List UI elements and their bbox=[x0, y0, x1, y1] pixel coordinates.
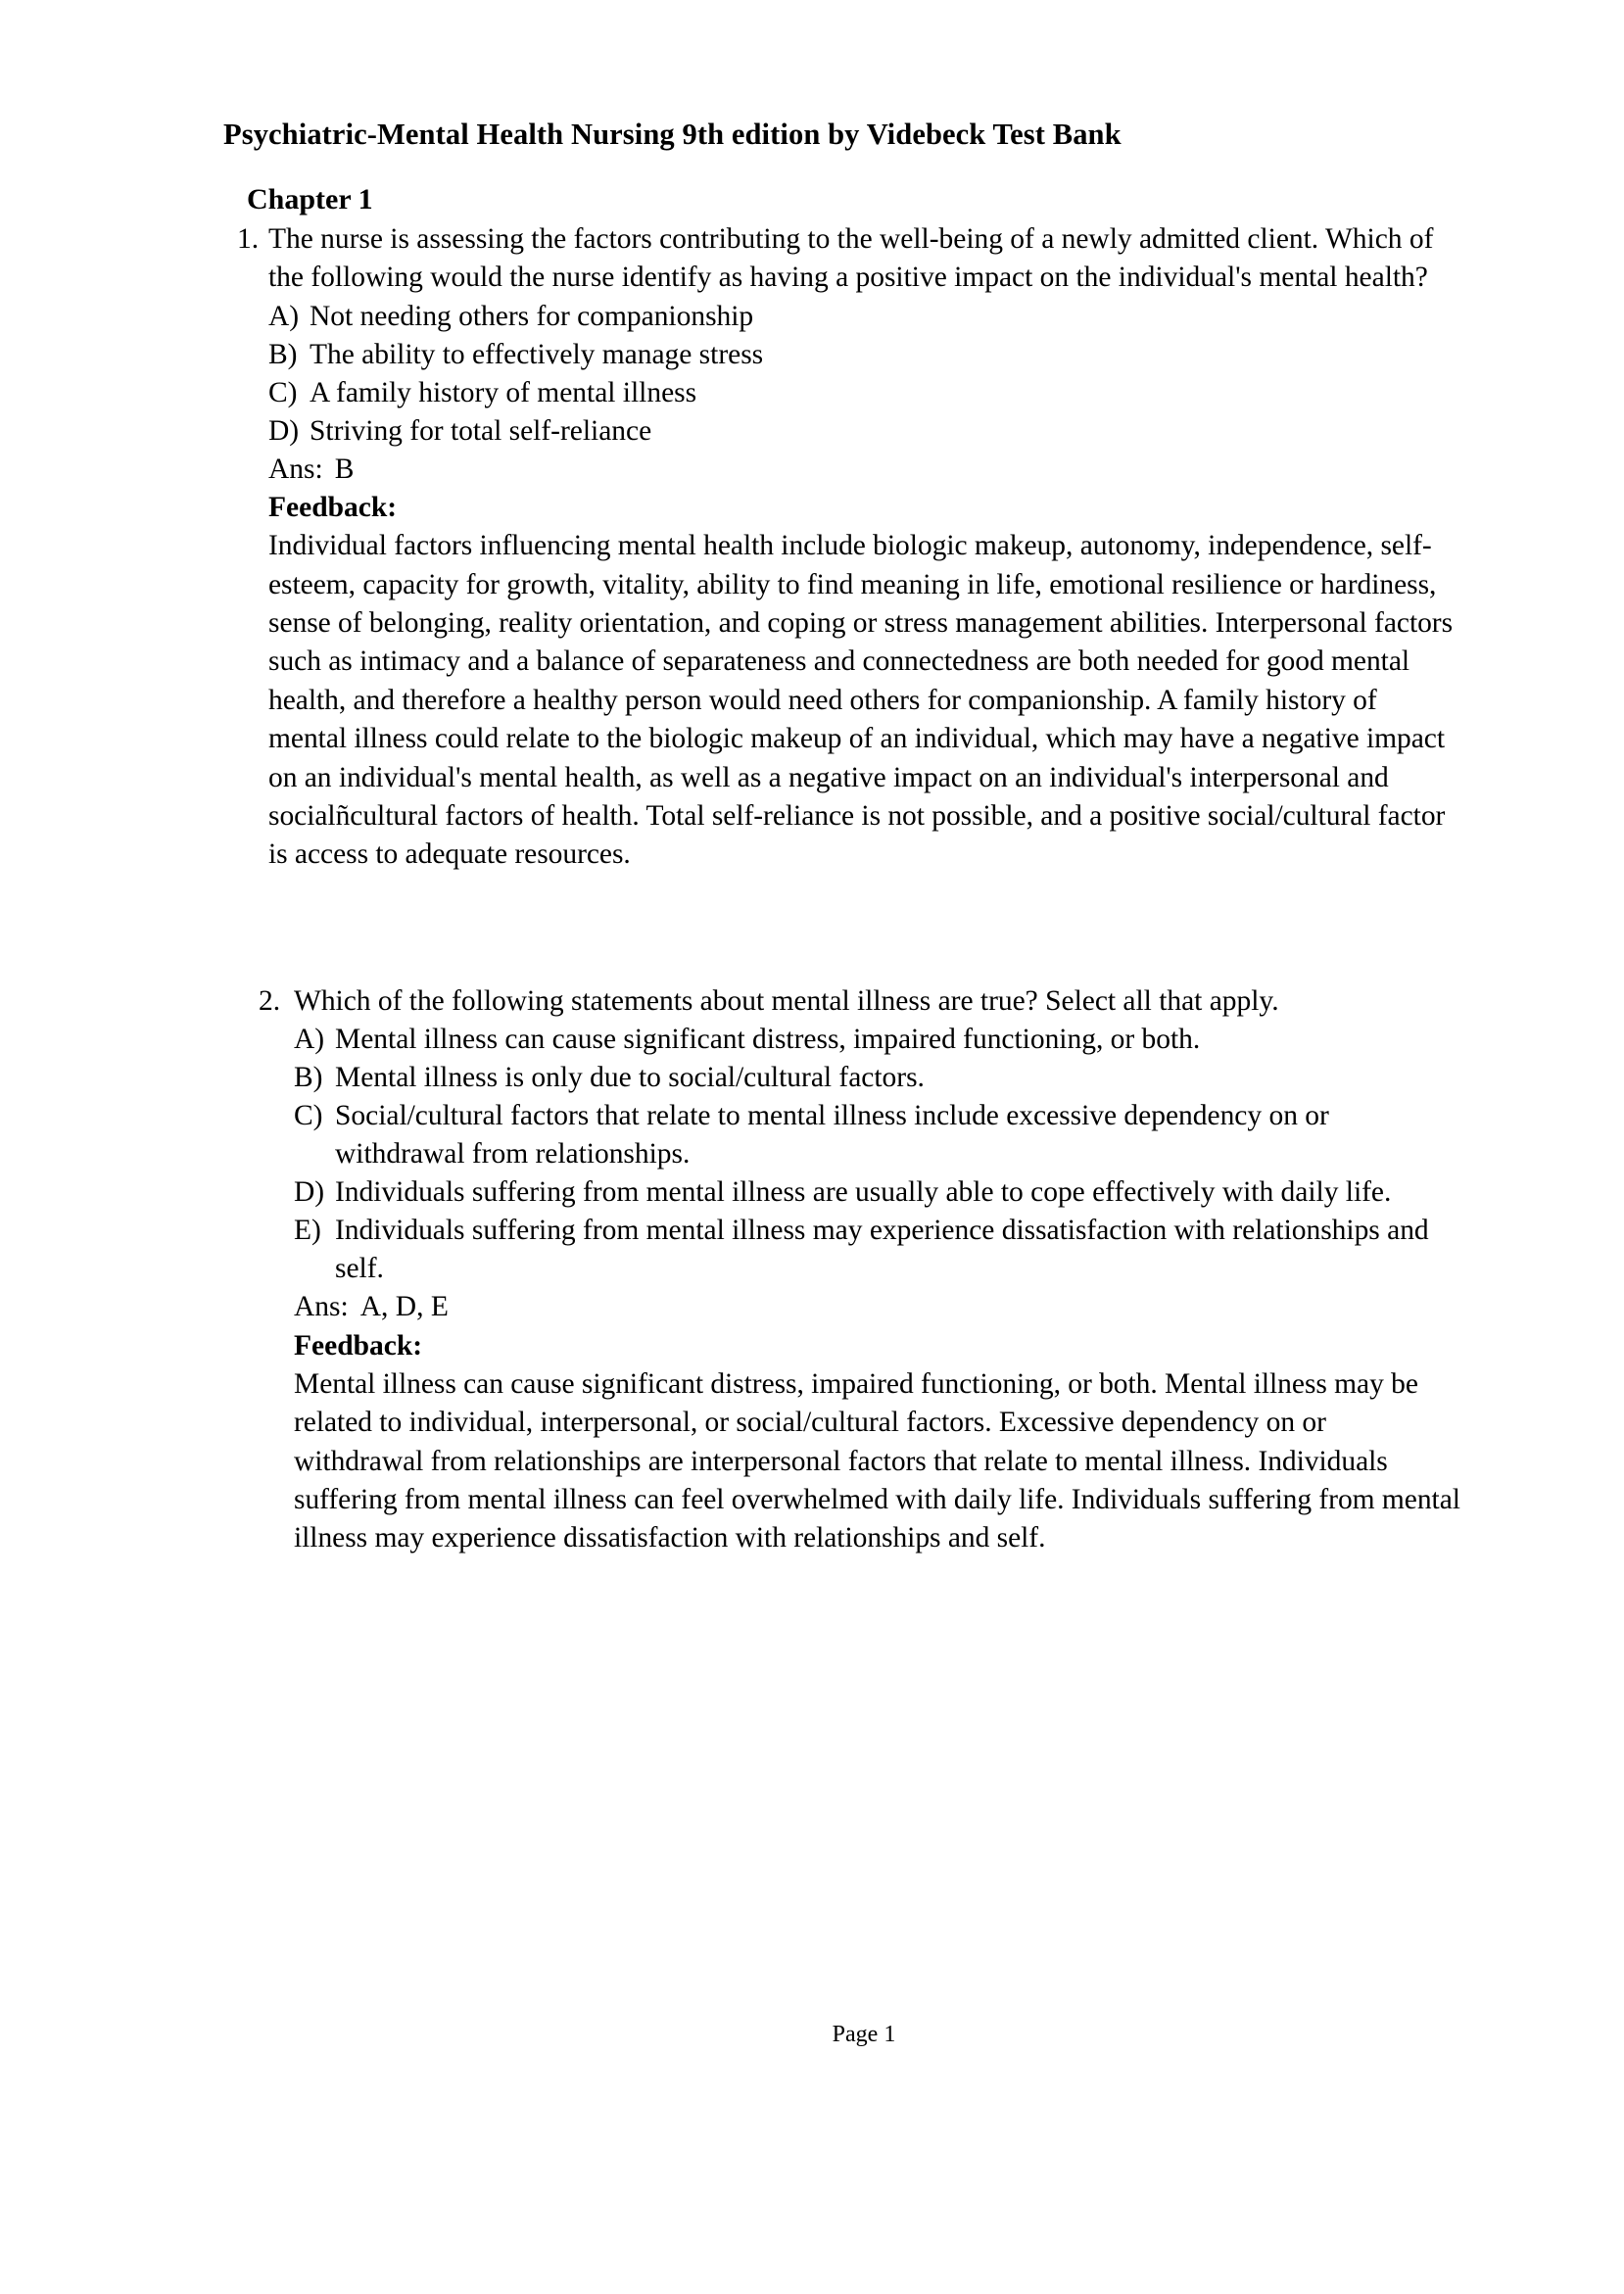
option-text: Social/cultural factors that relate to mental illness include excessive dependency on or withdrawal from relationships. bbox=[335, 1100, 1329, 1171]
question-stem: Which of the following statements about mental illness are true? Select all that apply. bbox=[294, 984, 1279, 1017]
option-text: Striving for total self-reliance bbox=[310, 414, 652, 447]
answer-option[interactable] bbox=[249, 1173, 1462, 1212]
page-footer bbox=[0, 2020, 1624, 2050]
answer-option[interactable] bbox=[223, 298, 1462, 336]
answer-options-list bbox=[223, 298, 1462, 451]
option-text: Not needing others for companionship bbox=[310, 300, 754, 332]
question-block-1 bbox=[223, 220, 1462, 875]
question-number: 1. bbox=[237, 223, 260, 256]
answer-value: B bbox=[334, 453, 355, 485]
feedback-text: Mental illness can cause significant distress, impaired functioning, or both. Mental illness may be related to individual, interpersonal, or social/cultural factors. Excessive dependency on or withdrawal from relationships are interpersonal factors that relate to mental illness. Individuals suffering from mental illness can feel overwhelmed with daily life. Individuals suffering from mental illness may experience dissatisfaction with relationships and self. bbox=[294, 1367, 1460, 1554]
answer-option[interactable] bbox=[249, 1212, 1462, 1288]
option-text: Mental illness is only due to social/cultural factors. bbox=[335, 1061, 925, 1093]
page-number: Page 1 bbox=[832, 2022, 896, 2047]
option-text: Individuals suffering from mental illness are usually able to cope effectively with daily life. bbox=[335, 1176, 1392, 1209]
option-text: A family history of mental illness bbox=[310, 376, 697, 408]
answer-option[interactable] bbox=[223, 336, 1462, 374]
option-text: Mental illness can cause significant distress, impaired functioning, or both. bbox=[335, 1023, 1201, 1055]
question-stem-row bbox=[223, 220, 1462, 297]
option-text: The ability to effectively manage stress bbox=[310, 338, 764, 370]
option-text: Individuals suffering from mental illness may experience dissatisfaction with relationships and self. bbox=[335, 1215, 1429, 1285]
answer-label: Ans: bbox=[294, 1291, 349, 1323]
page-content bbox=[223, 116, 1462, 1558]
option-letter: E) bbox=[294, 1215, 321, 1247]
question-stem: The nurse is assessing the factors contributing to the well-being of a newly admitted client. Which of the following would the nurse identify as having a positive impact on the individual's mental health? bbox=[268, 223, 1434, 294]
question-stem-row bbox=[249, 982, 1462, 1021]
answer-line bbox=[223, 451, 1462, 489]
answer-line bbox=[249, 1288, 1462, 1326]
answer-option[interactable] bbox=[223, 374, 1462, 412]
document-title: Psychiatric-Mental Health Nursing 9th edition by Videbeck Test Bank bbox=[223, 118, 1122, 151]
answer-options-list bbox=[249, 1021, 1462, 1289]
answer-value: A, D, E bbox=[359, 1291, 449, 1323]
option-letter: A) bbox=[268, 300, 300, 332]
question-block-2 bbox=[249, 982, 1462, 1558]
option-letter: B) bbox=[268, 338, 298, 370]
chapter-heading: Chapter 1 bbox=[247, 183, 373, 216]
option-letter: D) bbox=[294, 1176, 325, 1209]
option-letter: A) bbox=[294, 1023, 325, 1055]
option-letter: C) bbox=[268, 376, 298, 408]
answer-option[interactable] bbox=[223, 412, 1462, 451]
feedback-label: Feedback: bbox=[268, 492, 398, 524]
answer-option[interactable] bbox=[249, 1097, 1462, 1173]
feedback-text: Individual factors influencing mental health include biologic makeup, autonomy, independence, self-esteem, capacity for growth, vitality, ability to find meaning in life, emotional resilience or hardiness, sense of belonging, reality orientation, and coping or stress management abilities. Interpersonal factors such as intimacy and a balance of separateness and connectedness are both needed for good mental health, and therefore a healthy person would need others for companionship. A family history of mental illness could relate to the biologic makeup of an individual, which may have a negative impact on an individual's mental health, as well as a negative impact on an individual's interpersonal and socialñcultural factors of health. Total self-reliance is not possible, and a positive social/cultural factor is access to adequate resources. bbox=[268, 530, 1454, 871]
option-letter: D) bbox=[268, 414, 300, 447]
answer-label: Ans: bbox=[268, 453, 323, 485]
feedback-label: Feedback: bbox=[294, 1329, 423, 1362]
answer-option[interactable] bbox=[249, 1059, 1462, 1097]
option-letter: B) bbox=[294, 1061, 323, 1093]
question-number: 2. bbox=[259, 984, 281, 1017]
question-spacer bbox=[223, 875, 1462, 982]
option-letter: C) bbox=[294, 1100, 323, 1132]
answer-option[interactable] bbox=[249, 1021, 1462, 1059]
